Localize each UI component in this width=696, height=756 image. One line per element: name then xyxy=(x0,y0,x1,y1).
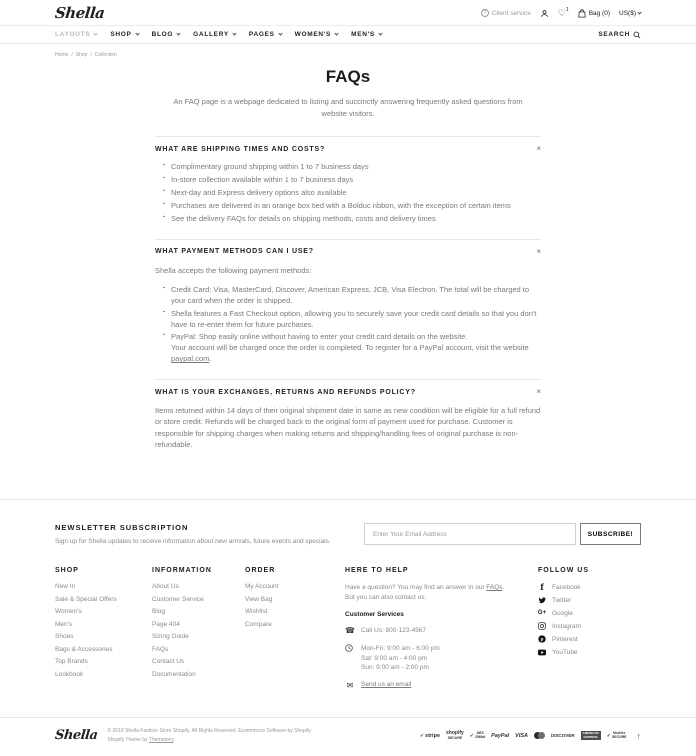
close-icon[interactable]: × xyxy=(536,144,541,154)
column-title: FOLLOW US xyxy=(538,567,589,574)
chevron-down-icon xyxy=(637,10,641,14)
social-facebook[interactable]: f Facebook xyxy=(538,583,641,591)
social-pinterest[interactable]: p Pinterest xyxy=(538,635,641,643)
visa-badge: VISA xyxy=(515,732,529,739)
amex-badge: AMERICAN EXPRESS xyxy=(582,731,599,739)
footer-link[interactable]: Sizing Guide xyxy=(152,633,189,640)
page-title: FAQs xyxy=(325,67,371,86)
faq-bullet: ▪ Purchases are delivered in an orange box tied with a Bolduc ribbon, with the exception of certain items xyxy=(163,201,541,212)
footer-link[interactable]: Lookbook xyxy=(55,670,84,678)
social-youtube[interactable]: YouTube xyxy=(538,648,641,656)
account-icon[interactable] xyxy=(540,9,549,18)
breadcrumb-shop[interactable]: Shop xyxy=(75,52,88,58)
client-service-label: Client service xyxy=(491,9,531,17)
mail-icon: ✉ xyxy=(346,681,354,691)
main-nav xyxy=(0,25,696,44)
subscribe-button[interactable]: SUBSCRIBE! xyxy=(580,523,641,545)
payment-badges xyxy=(420,731,627,741)
chevron-down-icon xyxy=(232,31,236,35)
stripe-badge: ✓ stripe xyxy=(419,732,441,739)
header xyxy=(55,0,641,25)
chevron-down-icon xyxy=(278,31,282,35)
footer-col-help: HERE TO HELP Have a question? You may find an answer in our FAQs. But you can also contact us: Customer Services ☎ Call Us: 800-123-4567 Mon-Fri: 9:00 am - 6:00 pm Sat: 9:00 am - 4:00 pm Sun: 9:00 am - 2:00 pm ✉ Send us an email xyxy=(345,567,538,699)
mcafee-badge: ✓ McAfee SECURE xyxy=(606,730,627,739)
shopify-secure-badge: shopify SECURE xyxy=(446,729,464,741)
newsletter-title: NEWSLETTER SUBSCRIPTION xyxy=(55,523,189,532)
page-intro: An FAQ page is a webpage dedicated to listing and succinctly answering frequently asked questions from website visitors. xyxy=(173,97,523,118)
social-instagram[interactable]: Instagram xyxy=(538,622,641,630)
nav-shop[interactable]: SHOP xyxy=(110,31,138,38)
email-input[interactable] xyxy=(364,523,576,545)
mastercard-icon xyxy=(534,732,545,739)
chevron-down-icon xyxy=(378,31,382,35)
footer-link[interactable]: Shoes xyxy=(55,633,74,640)
content-footer-divider xyxy=(0,499,696,500)
footer-link[interactable]: About Us xyxy=(152,583,179,590)
call-us[interactable]: Call Us: 800-123-4567 xyxy=(361,627,427,635)
footer-link[interactable]: Blog xyxy=(152,608,166,615)
faq-bullet: ▪ See the delivery FAQs for details on shipping methods, costs and delivery times xyxy=(163,214,541,225)
nav-pages[interactable]: PAGES xyxy=(249,31,282,38)
breadcrumb-collection[interactable]: Collection xyxy=(94,52,117,58)
footer-col-shop xyxy=(55,567,152,699)
footer-link[interactable]: View Bag xyxy=(245,595,273,603)
bottom-bar xyxy=(0,717,696,756)
copyright: © 2018 Shella Fashion Store Shopify. All Rights Reserved. Ecommerce Software by Shopify. Shopify Theme by Themetony. xyxy=(107,727,312,743)
social-twitter[interactable]: Twitter xyxy=(538,596,641,604)
faq-bullet: ▪ In-store collection available within 1 to 7 business days xyxy=(163,175,541,186)
column-title: SHOP xyxy=(55,567,79,574)
twitter-icon xyxy=(538,596,546,604)
faq-bullet: ▪ Complimentary ground shipping within 1 to 7 business days xyxy=(163,162,541,173)
footer-link[interactable]: Contact Us xyxy=(152,658,185,665)
breadcrumb: Home / Shop / Collection xyxy=(55,52,117,58)
footer-link[interactable]: Page 404 xyxy=(152,620,180,628)
wishlist-count: 1 xyxy=(565,7,569,13)
footer-link[interactable]: New In xyxy=(55,583,76,590)
faq-list xyxy=(155,136,541,462)
themetony-link[interactable]: Themetony xyxy=(148,736,174,743)
footer-link[interactable]: FAQs xyxy=(152,645,169,653)
footer-col-follow xyxy=(538,567,641,699)
faq-section-payment xyxy=(155,239,541,379)
newsletter-section xyxy=(55,523,641,545)
shella-logo-footer[interactable]: Shella xyxy=(54,728,99,744)
paypal-badge: PayPal xyxy=(491,732,510,739)
faq-section-shipping xyxy=(155,136,541,238)
footer-link[interactable]: Bags & Accessories xyxy=(55,645,113,653)
nav-layouts[interactable]: LAYOUTS xyxy=(55,31,97,38)
faq-section-returns xyxy=(155,379,541,462)
faq-lead: Shella accepts the following payment methods: xyxy=(155,265,312,275)
faq-question[interactable]: WHAT IS YOUR EXCHANGES, RETURNS AND REFUNDS POLICY? xyxy=(155,388,416,396)
aes-badge: ✓ AES 256bit xyxy=(469,730,486,739)
shella-logo[interactable]: Shella xyxy=(54,4,106,22)
svg-text:p: p xyxy=(540,636,544,642)
email-us-link[interactable]: Send us an email xyxy=(361,681,412,689)
pinterest-icon xyxy=(538,635,546,643)
column-title: ORDER xyxy=(245,567,276,574)
newsletter-description: Sign up for Shella updates to receive information about new arrivals, future events and specials. xyxy=(55,538,331,545)
opening-hours: Mon-Fri: 9:00 am - 6:00 pm Sat: 9:00 am - 4:00 pm Sun: 9:00 am - 2:00 pm xyxy=(361,644,440,672)
faq-question[interactable]: WHAT ARE SHIPPING TIMES AND COSTS? xyxy=(155,145,326,153)
footer-columns xyxy=(55,567,641,699)
footer-link[interactable]: Compare xyxy=(245,620,272,628)
search-button[interactable]: SEARCH xyxy=(598,31,641,39)
question-icon: ? xyxy=(481,9,489,17)
column-title: HERE TO HELP xyxy=(345,567,409,574)
nav-gallery[interactable]: GALLERY xyxy=(193,31,236,38)
chevron-down-icon xyxy=(94,31,98,35)
search-icon xyxy=(633,31,641,39)
youtube-icon xyxy=(538,648,546,656)
instagram-icon xyxy=(538,622,546,630)
footer-link[interactable]: Women's xyxy=(55,608,82,615)
nav-blog[interactable]: BLOG xyxy=(152,31,181,38)
currency-selector[interactable]: US($) xyxy=(619,10,641,17)
footer-link[interactable]: Wishlist xyxy=(245,608,268,615)
faq-question[interactable]: WHAT PAYMENT METHODS CAN I USE? xyxy=(155,248,314,256)
bag-label: Bag (0) xyxy=(588,9,611,17)
chevron-down-icon xyxy=(177,31,181,35)
close-icon[interactable]: × xyxy=(536,246,541,256)
paypal-link[interactable]: paypal.com xyxy=(171,354,210,364)
footer-col-order xyxy=(245,567,345,699)
facebook-icon: f xyxy=(540,582,544,592)
social-google[interactable]: G+ Google xyxy=(537,609,573,617)
google-plus-icon: G+ xyxy=(537,610,547,616)
footer-link[interactable]: Sale & Special Offers xyxy=(55,595,117,603)
phone-icon: ☎ xyxy=(345,626,355,636)
chevron-down-icon xyxy=(135,31,139,35)
chevron-down-icon xyxy=(334,31,338,35)
faq-bullet: ▪ Next-day and Express delivery options also available xyxy=(163,188,541,199)
faqs-link[interactable]: FAQs xyxy=(486,584,503,591)
nav-mens[interactable]: MEN'S xyxy=(351,31,382,38)
footer-link[interactable]: Men's xyxy=(55,620,73,628)
faq-bullet: ▪ Shella features a Fast Checkout option, allowing you to securely save your credit card details so that you don't have to re-enter them for future purchases. xyxy=(163,309,541,331)
client-service-link[interactable] xyxy=(481,9,531,17)
footer-col-information xyxy=(152,567,245,699)
nav-womens[interactable]: WOMEN'S xyxy=(295,31,338,38)
column-title: INFORMATION xyxy=(152,567,212,574)
close-icon[interactable]: × xyxy=(536,387,541,396)
footer-link[interactable]: My Account xyxy=(245,583,279,590)
wishlist-icon[interactable]: ♡ 1 xyxy=(557,7,569,18)
footer-link[interactable]: Customer Service xyxy=(152,595,204,603)
bag-icon[interactable] xyxy=(578,9,610,18)
footer-link[interactable]: Top Brands xyxy=(55,658,88,665)
clock-icon xyxy=(345,644,355,652)
customer-services-label: Customer Services xyxy=(345,611,404,619)
faq-bullet: ▪ PayPal: Shop easily online without having to enter your credit card details on the website. Your account will be charged once the order is completed. To register for a PayPal account, visit the website paypal.com. xyxy=(163,332,541,365)
back-to-top-button[interactable]: ↑ xyxy=(636,730,641,741)
faq-answer: Items returned within 14 days of their original shipment date in same as new condition will be eligible for a full refund or store credit. Refunds will be charged back to the original form of payment used for purchase. Customer is responsible for shipping charges when making returns and shipping/handling fees of original purchase is non-refundable. xyxy=(155,406,541,449)
faq-bullet: ▪ Credit Card: Visa, MasterCard, Discover, American Express, JCB, Visa Electron. The total will be charged to your card when the order is shipped. xyxy=(163,285,541,307)
footer-link[interactable]: Documentation xyxy=(152,670,196,678)
discover-badge: DISCOVER xyxy=(551,733,575,739)
breadcrumb-home[interactable]: Home xyxy=(55,52,69,58)
